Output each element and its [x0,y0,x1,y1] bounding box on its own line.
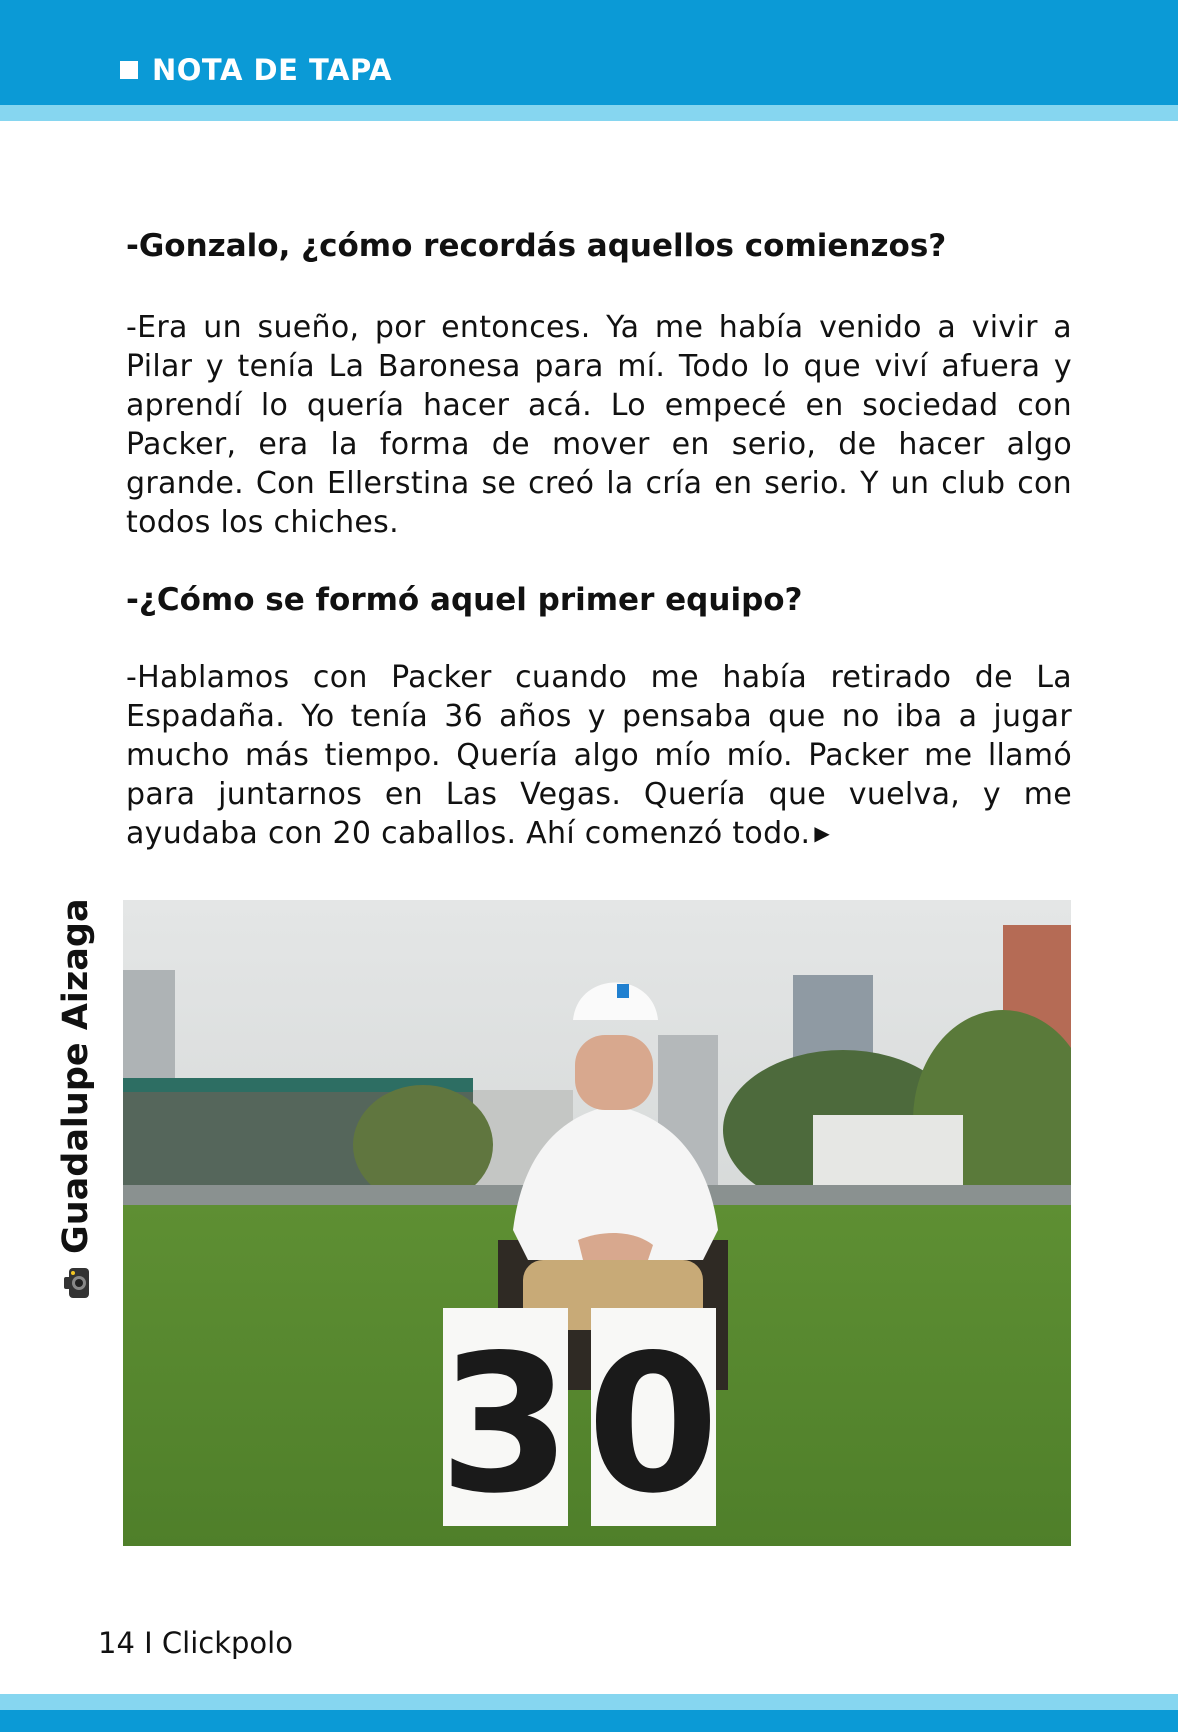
footer-bar [0,1710,1178,1732]
header-stripe [0,105,1178,121]
cover-photo [123,900,1071,1546]
page-number: 14 [98,1626,135,1660]
sign-number-right: 0 [586,1314,720,1535]
page-footer [98,1626,293,1660]
square-bullet-icon [120,61,138,79]
publication-name: Clickpolo [161,1626,293,1660]
polo-player-photo [123,900,1071,1546]
answer-text: -Hablamos con Packer cuando me había retirado de La Espadaña. Yo tenía 36 años y pensaba que no iba a jugar mucho más tiempo. Quería algo mío mío. Packer me llamó para juntarnos en Las Vegas. Quería que vuelva, y me ayudaba con 20 caballos. Ahí comenzó todo. [126,660,1072,851]
interview-answer [126,658,1072,853]
photographer-name: Guadalupe Aizaga [56,898,96,1254]
end-of-article-icon: ▶ [814,821,831,845]
interview-question: -Gonzalo, ¿cómo recordás aquellos comienzos? [126,228,947,264]
interview-question: -¿Cómo se formó aquel primer equipo? [126,582,803,618]
footer-separator: I [144,1626,153,1660]
camera-icon [61,1266,91,1300]
sign-number-left: 3 [438,1314,572,1535]
footer-stripe [0,1694,1178,1710]
interview-answer: -Era un sueño, por entonces. Ya me había venido a vivir a Pilar y tenía La Baronesa para mí. Todo lo que viví afuera y aprendí lo quería hacer acá. Lo empecé en sociedad con Packer, era la forma de mover en serio, de hacer algo grande. Con Ellerstina se creó la cría en serio. Y un club con todos los chiches. [126,310,1072,540]
photo-credit [56,898,96,1300]
section-label [120,48,392,92]
section-title: NOTA DE TAPA [152,53,392,87]
